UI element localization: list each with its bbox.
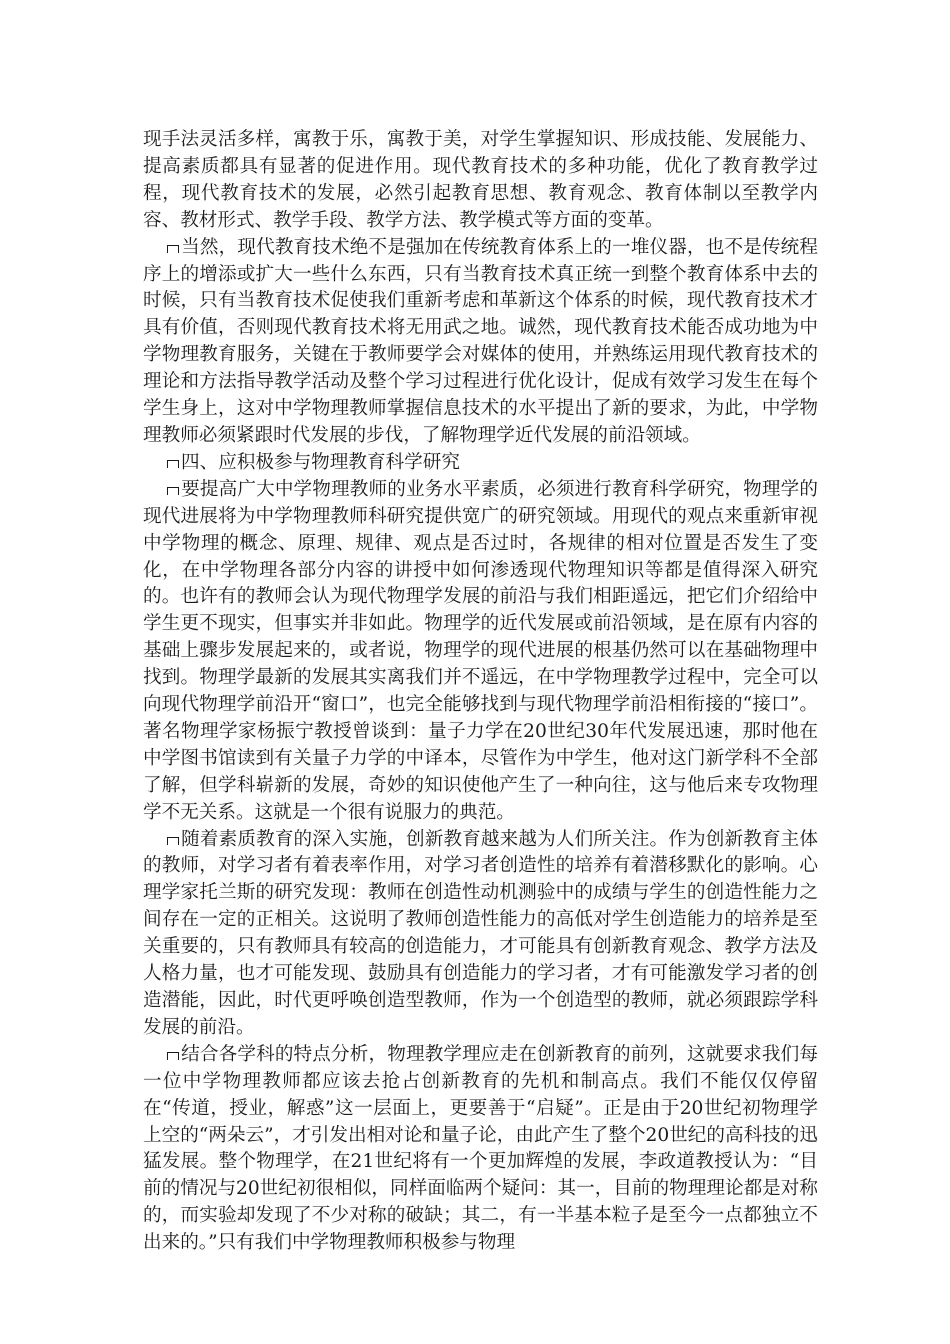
paragraph-mark-icon [167, 458, 179, 468]
paragraph-text: 随着素质教育的深入实施，创新教育越来越为人们所关注。作为创新教育主体的教师，对学习者有着表率作用，对学习者创造性的培养有着潜移默化的影响。心理学家托兰斯的研究发现：教师在创造性动机测验中的成绩与学生的创造性能力之间存在一定的正相关。这说明了教师创造性能力的高低对学生创造能力的培养是至关重要的，只有教师具有较高的创造能力，才可能具有创新教育观念、教学方法及人格力量，也才可能发现、鼓励具有创造能力的学习者，才有可能激发学习者的创造潜能，因此，时代更呼唤创造型教师，作为一个创造型的教师，就必须跟踪学科发展的前沿。 [143, 828, 818, 1038]
section-heading-text: 四、应积极参与物理教育科学研究 [181, 451, 460, 473]
paragraph-mark-icon [167, 485, 179, 495]
section-heading [143, 450, 818, 477]
paragraph-text: 要提高广大中学物理教师的业务水平素质，必须进行教育科学研究，物理学的现代进展将为中学物理教师科研究提供宽广的研究领域。用现代的观点来重新审视中学物理的概念、原理、规律、观点是否过时，各规律的相对位置是否发生了变化，在中学物理各部分内容的讲授中如何渗透现代物理知识等都是值得深入研究的。也许有的教师会认为现代物理学发展的前沿与我们相距遥远，把它们介绍给中学生更不现实，但事实并非如此。物理学的近代发展或前沿领域，是在原有内容的基础上骤步发展起来的，或者说，物理学的现代进展的根基仍然可以在基础物理中找到。物理学最新的发展其实离我们并不遥远，在中学物理教学过程中，完全可以向现代物理学前沿开“窗口”，也完全能够找到与现代物理学前沿相衔接的“接口”。著名物理学家杨振宁教授曾谈到：量子力学在20世纪30年代发展迅速，那时他在中学图书馆读到有关量子力学的中译本，尽管作为中学生，他对这门新学科不全部了解，但学科崭新的发展，奇妙的知识使他产生了一种向往，这与他后来专攻物理学不无关系。这就是一个很有说服力的典范。 [143, 478, 818, 823]
paragraph-mark-icon [167, 835, 179, 845]
document-body [143, 127, 818, 1257]
paragraph-text: 当然，现代教育技术绝不是强加在传统教育体系上的一堆仪器，也不是传统程序上的增添或扩大一些什么东西，只有当教育技术真正统一到整个教育体系中去的时候，只有当教育技术促使我们重新考虑和革新这个体系的时候，现代教育技术才具有价值，否则现代教育技术将无用武之地。诚然，现代教育技术能否成功地为中学物理教育服务，关键在于教师要学会对媒体的使用，并熟练运用现代教育技术的理论和方法指导教学活动及整个学习过程进行优化设计，促成有效学习发生在每个学生身上，这对中学物理教师掌握信息技术的水平提出了新的要求，为此，中学物理教师必须紧跟时代发展的步伐，了解物理学近代发展的前沿领域。 [143, 236, 818, 446]
paragraph [143, 1042, 818, 1257]
paragraph [143, 127, 818, 235]
paragraph [143, 477, 818, 827]
paragraph [143, 827, 818, 1042]
paragraph [143, 235, 818, 450]
paragraph-text: 现手法灵活多样，寓教于乐，寓教于美，对学生掌握知识、形成技能、发展能力、提高素质都具有显著的促进作用。现代教育技术的多种功能，优化了教育教学过程，现代教育技术的发展，必然引起教育思想、教育观念、教育体制以至教学内容、教材形式、教学手段、教学方法、教学模式等方面的变革。 [143, 129, 818, 231]
paragraph-mark-icon [167, 1050, 179, 1060]
paragraph-text: 结合各学科的特点分析，物理教学理应走在创新教育的前列，这就要求我们每一位中学物理教师都应该去抢占创新教育的先机和制高点。我们不能仅仅停留在“传道，授业，解惑”这一层面上，更要善于“启疑”。正是由于20世纪初物理学上空的“两朵云”，才引发出相对论和量子论，由此产生了整个20世纪的高科技的迅猛发展。整个物理学，在21世纪将有一个更加辉煌的发展，李政道教授认为：“目前的情况与20世纪初很相似，同样面临两个疑问：其一，目前的物理理论都是对称的，而实验却发现了不少对称的破缺；其二，有一半基本粒子是至今一点都独立不出来的。”只有我们中学物理教师积极参与物理 [143, 1043, 818, 1254]
paragraph-mark-icon [167, 243, 179, 253]
